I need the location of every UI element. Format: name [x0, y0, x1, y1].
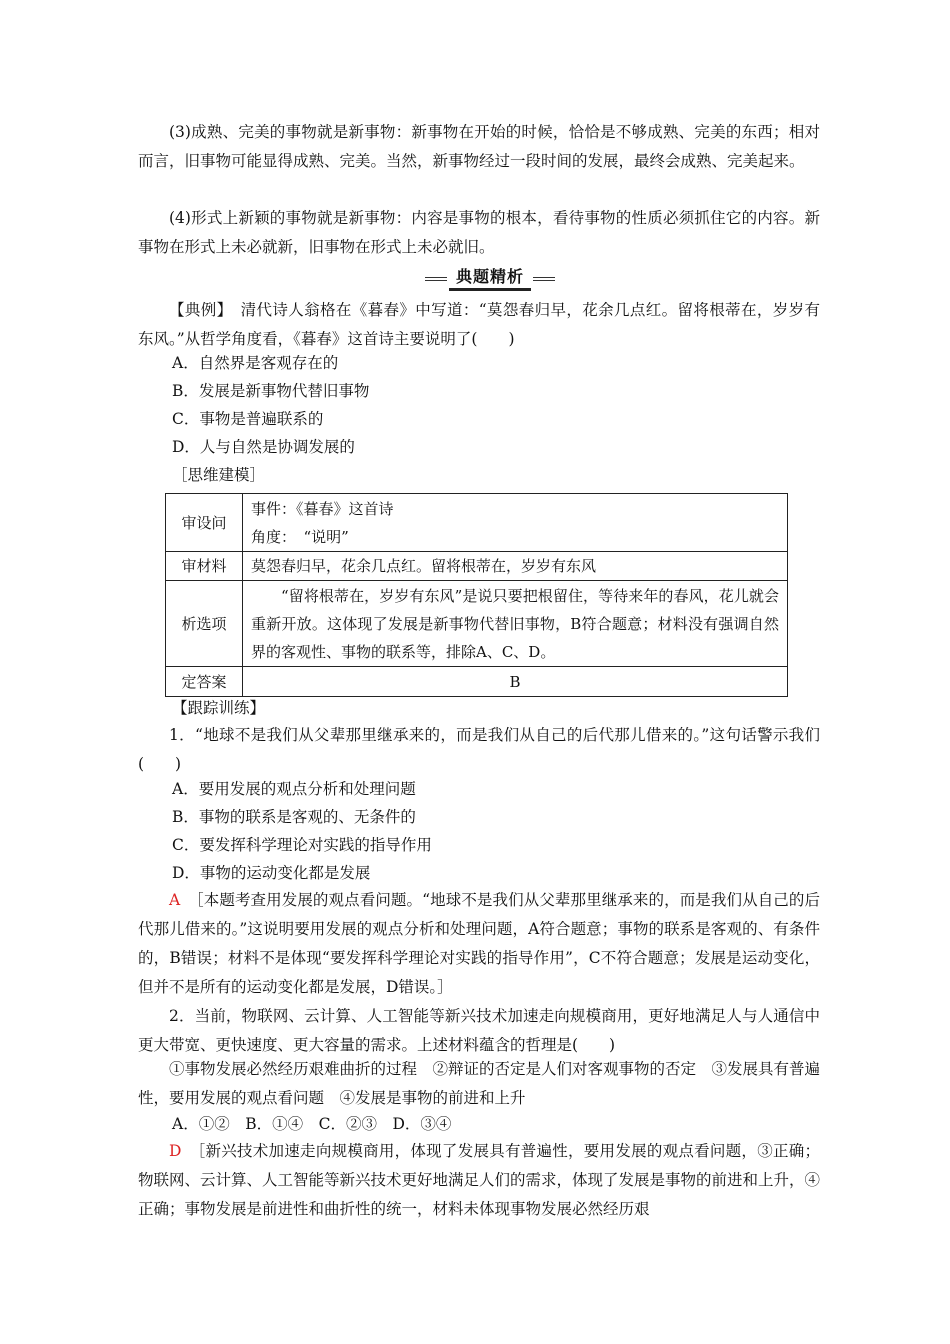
q1-option-b: B．事物的联系是客观的、无条件的 — [172, 808, 416, 826]
thinking-model-table — [165, 493, 788, 697]
example-question — [138, 296, 820, 354]
table-row — [166, 494, 788, 552]
q1-option-a: A．要用发展的观点分析和处理问题 — [172, 780, 416, 798]
training-label: 【跟踪训练】 — [172, 699, 266, 717]
q2-explanation-text: ［新兴技术加速走向规模商用，体现了发展具有普遍性，要用发展的观点看问题，③正确；物联网、云计算、人工智能等新兴技术更好地满足人们的需求，体现了发展是事物的前进和上升，④正确；事物发展是前进性和曲折性的统一，材料未体现事物发展必然经历艰 — [138, 1142, 821, 1218]
row-line: 角度： “说明” — [251, 527, 349, 546]
banner-right-rule — [533, 277, 555, 281]
example-option-a: A．自然界是客观存在的 — [172, 354, 339, 372]
row-value — [243, 494, 788, 552]
q2-statements: ①事物发展必然经历艰难曲折的过程 ②辩证的否定是人们对客观事物的否定 ③发展具有普遍性，要用发展的观点看问题 ④发展是事物的前进和上升 — [138, 1060, 821, 1107]
q2-stem: 2．当前，物联网、云计算、人工智能等新兴技术加速走向规模商用，更好地满足人与人通信中更大带宽、更快速度、更大容量的需求。上述材料蕴含的哲理是( ) — [138, 1007, 820, 1054]
example-option-d: D．人与自然是协调发展的 — [172, 438, 355, 456]
row-key: 审材料 — [166, 552, 243, 581]
row-key: 审设问 — [166, 494, 243, 552]
banner-title: 典题精析 — [449, 266, 531, 291]
row-text: “留将根蒂在，岁岁有东风”是说只要把根留住，等待来年的春风，花儿就会重新开放。这体现了发展是新事物代替旧事物，B符合题意；材料没有强调自然界的客观性、事物的联系等，排除A、C、D。 — [251, 586, 779, 661]
q2-answer: D — [169, 1142, 182, 1160]
q2-explanation — [138, 1137, 820, 1224]
example-option-b: B．发展是新事物代替旧事物 — [172, 382, 370, 400]
row-value: 莫怨春归早，花余几点红。留将根蒂在，岁岁有东风 — [243, 552, 788, 581]
row-key: 定答案 — [166, 667, 243, 697]
q1-answer: A — [169, 891, 181, 909]
table-row — [166, 667, 788, 697]
q1-explanation-text: ［本题考查用发展的观点看问题。“地球不是我们从父辈那里继承来的，而是我们从自己的后代那儿借来的。”这说明要用发展的观点分析和处理问题，A符合题意；事物的联系是客观的、有条件的，B错误；材料不是体现“要发挥科学理论对实践的指导作用”，C不符合题意；发展是运动变化，但并不是所有的运动变化都是发展，D错误。］ — [138, 891, 820, 996]
row-value — [243, 581, 788, 667]
q1-option-d: D．事物的运动变化都是发展 — [172, 864, 371, 882]
model-label: ［思维建模］ — [172, 466, 266, 484]
row-line: 事件：《暮春》这首诗 — [251, 499, 394, 518]
q1-explanation — [138, 886, 820, 1002]
row-answer: B — [243, 667, 788, 697]
section-banner — [425, 266, 555, 290]
table-row — [166, 552, 788, 581]
q1-option-c: C．要发挥科学理论对实践的指导作用 — [172, 836, 432, 854]
row-key: 析选项 — [166, 581, 243, 667]
q1-stem: 1．“地球不是我们从父辈那里继承来的，而是我们从自己的后代那儿借来的。”这句话警示我们( ) — [138, 726, 820, 773]
example-question-text: 清代诗人翁格在《暮春》中写道：“莫怨春归早，花余几点红。留将根蒂在，岁岁有东风。”从哲学角度看，《暮春》这首诗主要说明了( ) — [138, 301, 820, 348]
example-label: 【典例】 — [169, 301, 225, 319]
paragraph-4: (4)形式上新颖的事物就是新事物：内容是事物的根本，看待事物的性质必须抓住它的内容。新事物在形式上未必就新，旧事物在形式上未必就旧。 — [138, 209, 820, 256]
banner-left-rule — [425, 277, 447, 281]
example-option-c: C．事物是普遍联系的 — [172, 410, 324, 428]
paragraph-3: (3)成熟、完美的事物就是新事物：新事物在开始的时候，恰恰是不够成熟、完美的东西；相对而言，旧事物可能显得成熟、完美。当然，新事物经过一段时间的发展，最终会成熟、完美起来。 — [138, 123, 820, 170]
table-row — [166, 581, 788, 667]
q2-options: A．①② B．①④ C．②③ D．③④ — [172, 1115, 452, 1133]
